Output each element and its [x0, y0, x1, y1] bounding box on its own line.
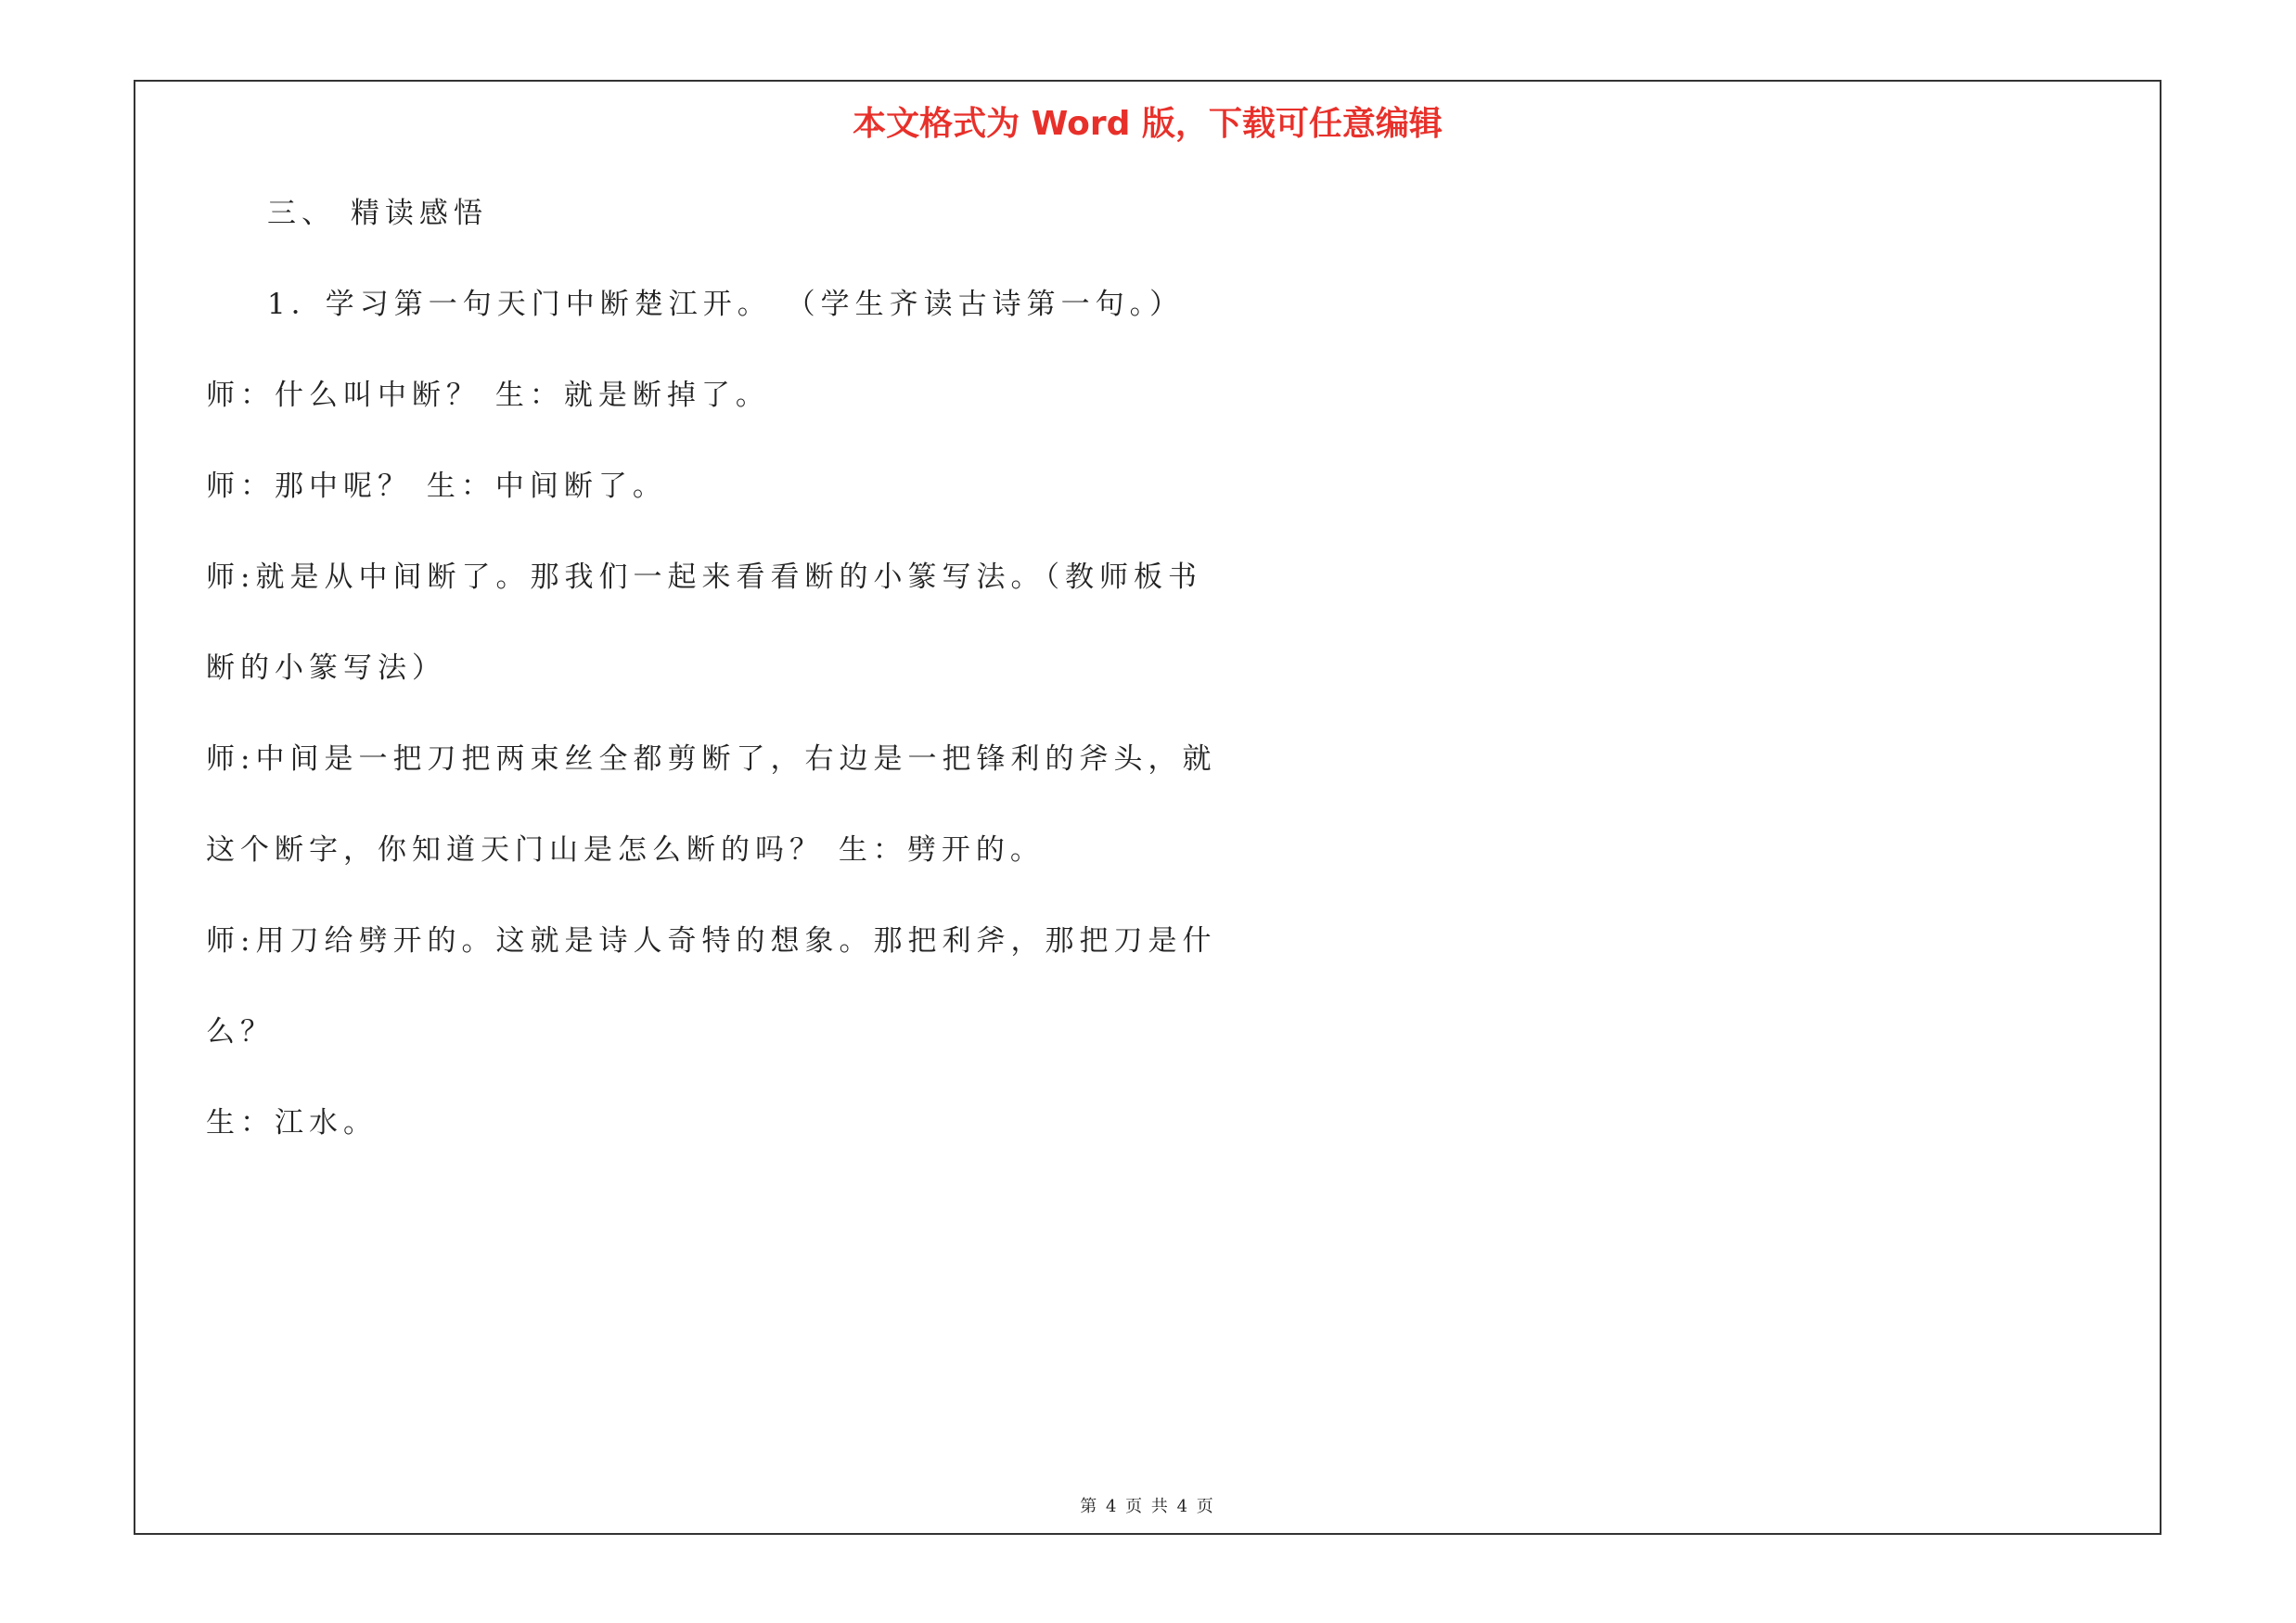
paragraph-line: 这个断字，你知道天门山是怎么断的吗？ 生：劈开的。 [206, 833, 1045, 867]
paragraph-line: 师:用刀给劈开的。这就是诗人奇特的想象。那把利斧，那把刀是什 [206, 924, 1217, 958]
paragraph-line: 师：那中呢？ 生：中间断了。 [206, 470, 667, 503]
paragraph-line: 师：什么叫中断？ 生：就是断掉了。 [206, 379, 770, 412]
paragraph-line: 生：江水。 [206, 1106, 378, 1140]
document-banner: 本文格式为 Word 版，下载可任意编辑 [853, 105, 1443, 143]
paragraph-line: 师:就是从中间断了。那我们一起来看看断的小篆写法。（教师板书 [206, 560, 1202, 594]
paragraph-line: 1．学习第一句天门中断楚江开。 （学生齐读古诗第一句。） [267, 288, 1185, 321]
page-frame [134, 80, 2161, 1535]
section-heading: 三、 精读感悟 [267, 197, 488, 230]
paragraph-line: 断的小篆写法） [206, 651, 446, 685]
page-number-footer: 第 4 页 共 4 页 [1080, 1497, 1215, 1516]
paragraph-line: 么？ [206, 1015, 275, 1049]
paragraph-line: 师:中间是一把刀把两束丝全都剪断了，右边是一把锋利的斧头，就 [206, 742, 1217, 776]
